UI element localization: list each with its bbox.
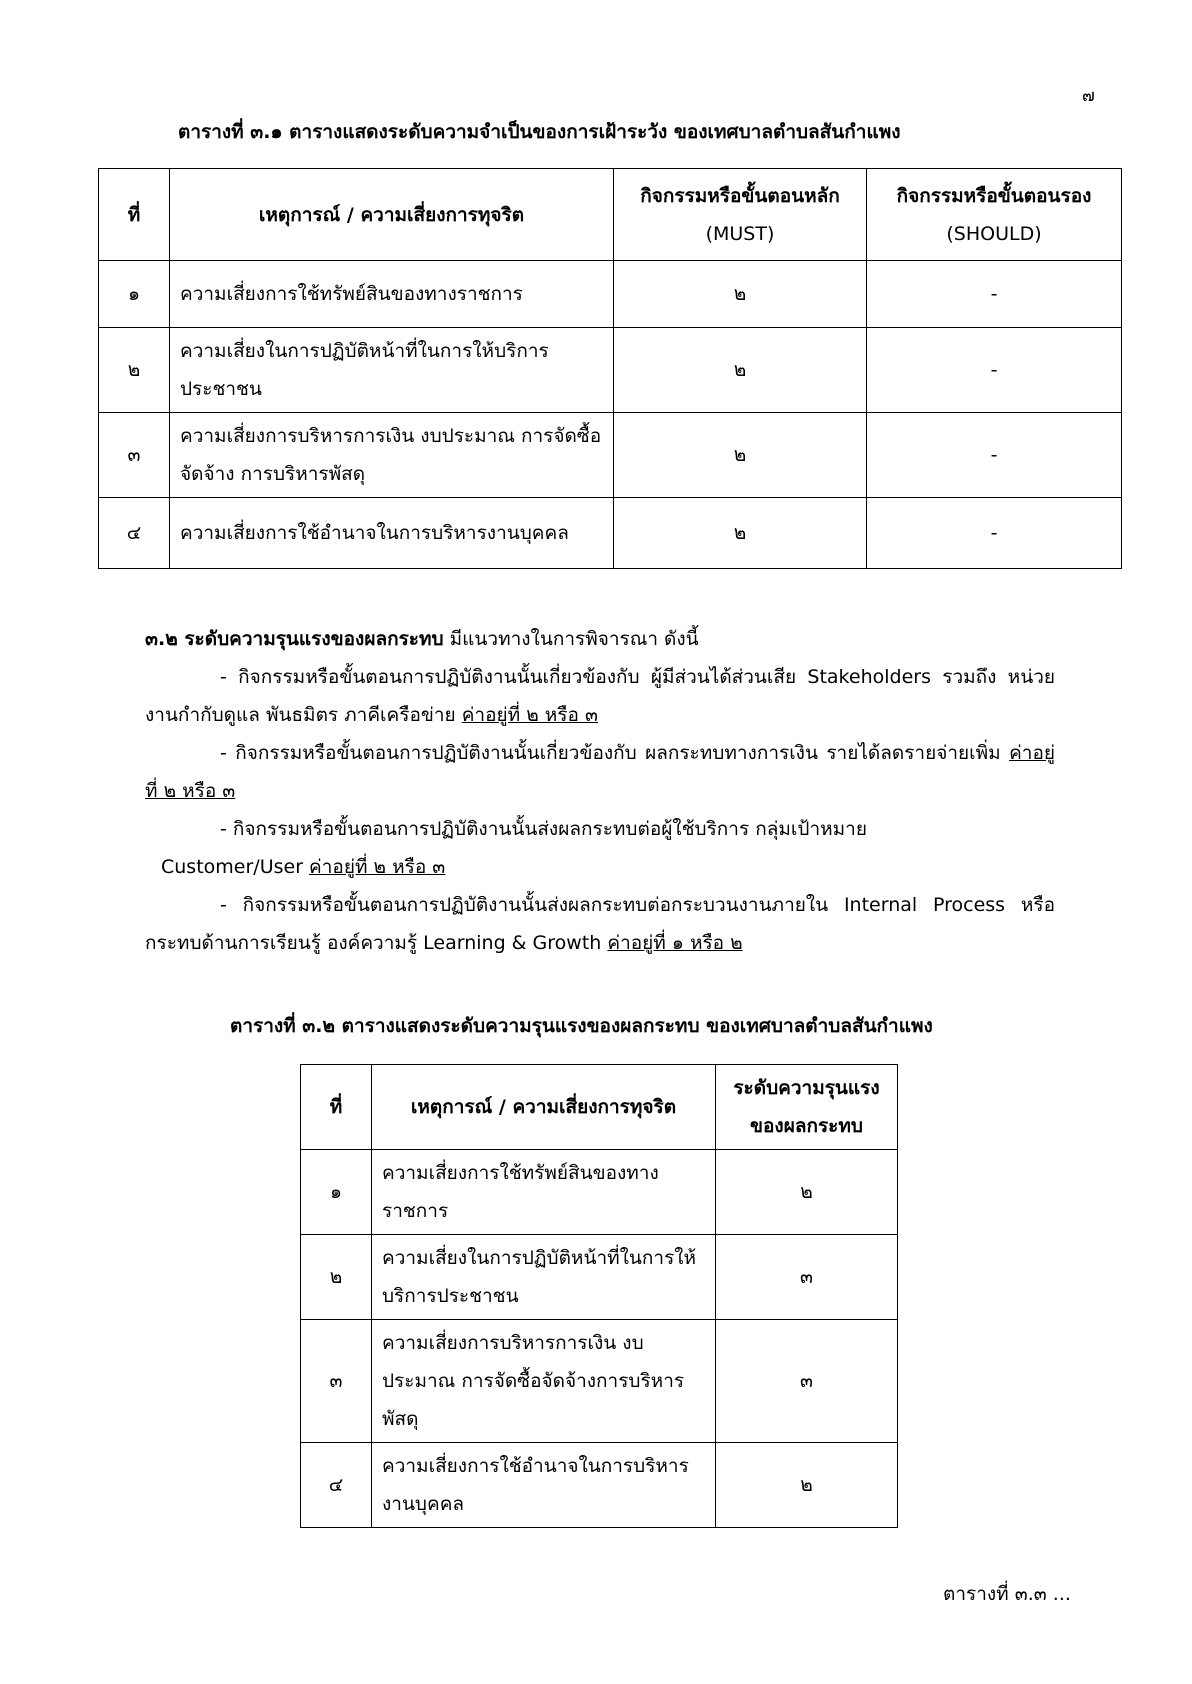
row-event: ความเสี่ยงในการปฏิบัติหน้าที่ในการให้บริการประชาชน [170, 328, 614, 413]
row-should: - [867, 261, 1122, 328]
row-must: ๒ [614, 261, 867, 328]
criteria-value: ค่าอยู่ที่ ๒ หรือ ๓ [461, 704, 598, 726]
row-event: ความเสี่ยงการใช้ทรัพย์สินของทางราชการ [372, 1150, 716, 1235]
table-row [99, 498, 1122, 569]
table-header-row [99, 169, 1122, 261]
header-event: เหตุการณ์ / ความเสี่ยงการทุจริต [372, 1065, 716, 1150]
row-no: ๑ [99, 261, 170, 328]
header-should [867, 169, 1122, 261]
row-no: ๔ [301, 1443, 372, 1528]
criteria-item [145, 658, 1055, 734]
criteria-text: - กิจกรรมหรือขั้นตอนการปฏิบัติงานนั้นเกี่ยวข้องกับ ผู้มีส่วนได้ส่วนเสีย Stakeholders รวมถึง หน่วยงานกำกับดูแล พันธมิตร ภาคีเครือข่าย [145, 666, 1055, 726]
table-row [301, 1150, 898, 1235]
row-no: ๓ [99, 413, 170, 498]
criteria-item [145, 734, 1055, 810]
table-necessity-level [98, 168, 1122, 569]
row-event: ความเสี่ยงในการปฏิบัติหน้าที่ในการให้บริการประชาชน [372, 1235, 716, 1320]
row-no: ๒ [301, 1235, 372, 1320]
header-must-line2: (MUST) [705, 222, 775, 245]
header-should-line2: (SHOULD) [946, 222, 1042, 245]
row-must: ๒ [614, 413, 867, 498]
section-heading-line [145, 620, 1055, 658]
table-row [99, 261, 1122, 328]
table1-caption: ตารางที่ ๓.๑ ตารางแสดงระดับความจำเป็นของการเฝ้าระวัง ของเทศบาลตำบลสันกำแพง [178, 121, 901, 143]
row-must: ๒ [614, 328, 867, 413]
row-should: - [867, 413, 1122, 498]
header-level-line2: ของผลกระทบ [750, 1115, 863, 1137]
table-row [99, 328, 1122, 413]
row-should: - [867, 328, 1122, 413]
row-event: ความเสี่ยงการใช้ทรัพย์สินของทางราชการ [170, 261, 614, 328]
header-level-line1: ระดับความรุนแรง [733, 1077, 880, 1099]
row-event: ความเสี่ยงการบริหารการเงิน งบประมาณ การจัดซื้อจัดจ้าง การบริหารพัสดุ [170, 413, 614, 498]
table-row [301, 1443, 898, 1528]
header-level [716, 1065, 898, 1150]
section-heading: ๓.๒ ระดับความรุนแรงของผลกระทบ [145, 628, 444, 650]
criteria-item [145, 886, 1055, 962]
table-row [301, 1320, 898, 1443]
header-no: ที่ [99, 169, 170, 261]
table-row [99, 413, 1122, 498]
row-level: ๓ [716, 1320, 898, 1443]
criteria-text: - กิจกรรมหรือขั้นตอนการปฏิบัติงานนั้นส่งผลกระทบต่อกระบวนงานภายใน Internal Process หรือกระทบด้านการเรียนรู้ องค์ความรู้ Learning & Growth [145, 894, 1055, 954]
row-event: ความเสี่ยงการบริหารการเงิน งบประมาณ การจัดซื้อจัดจ้างการบริหารพัสดุ [372, 1320, 716, 1443]
table2-caption: ตารางที่ ๓.๒ ตารางแสดงระดับความรุนแรงของผลกระทบ ของเทศบาลตำบลสันกำแพง [230, 1015, 933, 1037]
row-level: ๓ [716, 1235, 898, 1320]
criteria-text: - กิจกรรมหรือขั้นตอนการปฏิบัติงานนั้นเกี่ยวข้องกับ ผลกระทบทางการเงิน รายได้ลดรายจ่ายเพิ่ม [220, 742, 1010, 764]
header-must [614, 169, 867, 261]
criteria-item [145, 810, 1055, 848]
row-level: ๒ [716, 1150, 898, 1235]
row-must: ๒ [614, 498, 867, 569]
row-no: ๓ [301, 1320, 372, 1443]
table-row [301, 1235, 898, 1320]
row-no: ๒ [99, 328, 170, 413]
row-event: ความเสี่ยงการใช้อำนาจในการบริหารงานบุคคล [372, 1443, 716, 1528]
criteria-text: - กิจกรรมหรือขั้นตอนการปฏิบัติงานนั้นส่งผลกระทบต่อผู้ใช้บริการ กลุ่มเป้าหมาย [220, 818, 867, 840]
continuation-footer: ตารางที่ ๓.๓ ... [943, 1583, 1071, 1605]
criteria-item-continued [145, 848, 1055, 886]
criteria-value: ค่าอยู่ที่ ๒ หรือ ๓ [309, 856, 446, 878]
severity-section [145, 620, 1055, 962]
row-event: ความเสี่ยงการใช้อำนาจในการบริหารงานบุคคล [170, 498, 614, 569]
header-event: เหตุการณ์ / ความเสี่ยงการทุจริต [170, 169, 614, 261]
table-severity-level [300, 1064, 898, 1528]
page-number: ๗ [1082, 86, 1095, 106]
criteria-value: ค่าอยู่ที่ ๑ หรือ ๒ [607, 932, 743, 954]
table-header-row [301, 1065, 898, 1150]
header-no: ที่ [301, 1065, 372, 1150]
criteria-text-2: Customer/User [161, 856, 310, 878]
row-level: ๒ [716, 1443, 898, 1528]
header-should-line1: กิจกรรมหรือขั้นตอนรอง [896, 184, 1092, 207]
row-no: ๔ [99, 498, 170, 569]
section-heading-rest: มีแนวทางในการพิจารณา ดังนี้ [443, 628, 699, 650]
row-should: - [867, 498, 1122, 569]
row-no: ๑ [301, 1150, 372, 1235]
header-must-line1: กิจกรรมหรือขั้นตอนหลัก [640, 184, 840, 207]
criteria-value: ค่าอยู่ที่ ๒ หรือ ๓ [145, 742, 1055, 802]
